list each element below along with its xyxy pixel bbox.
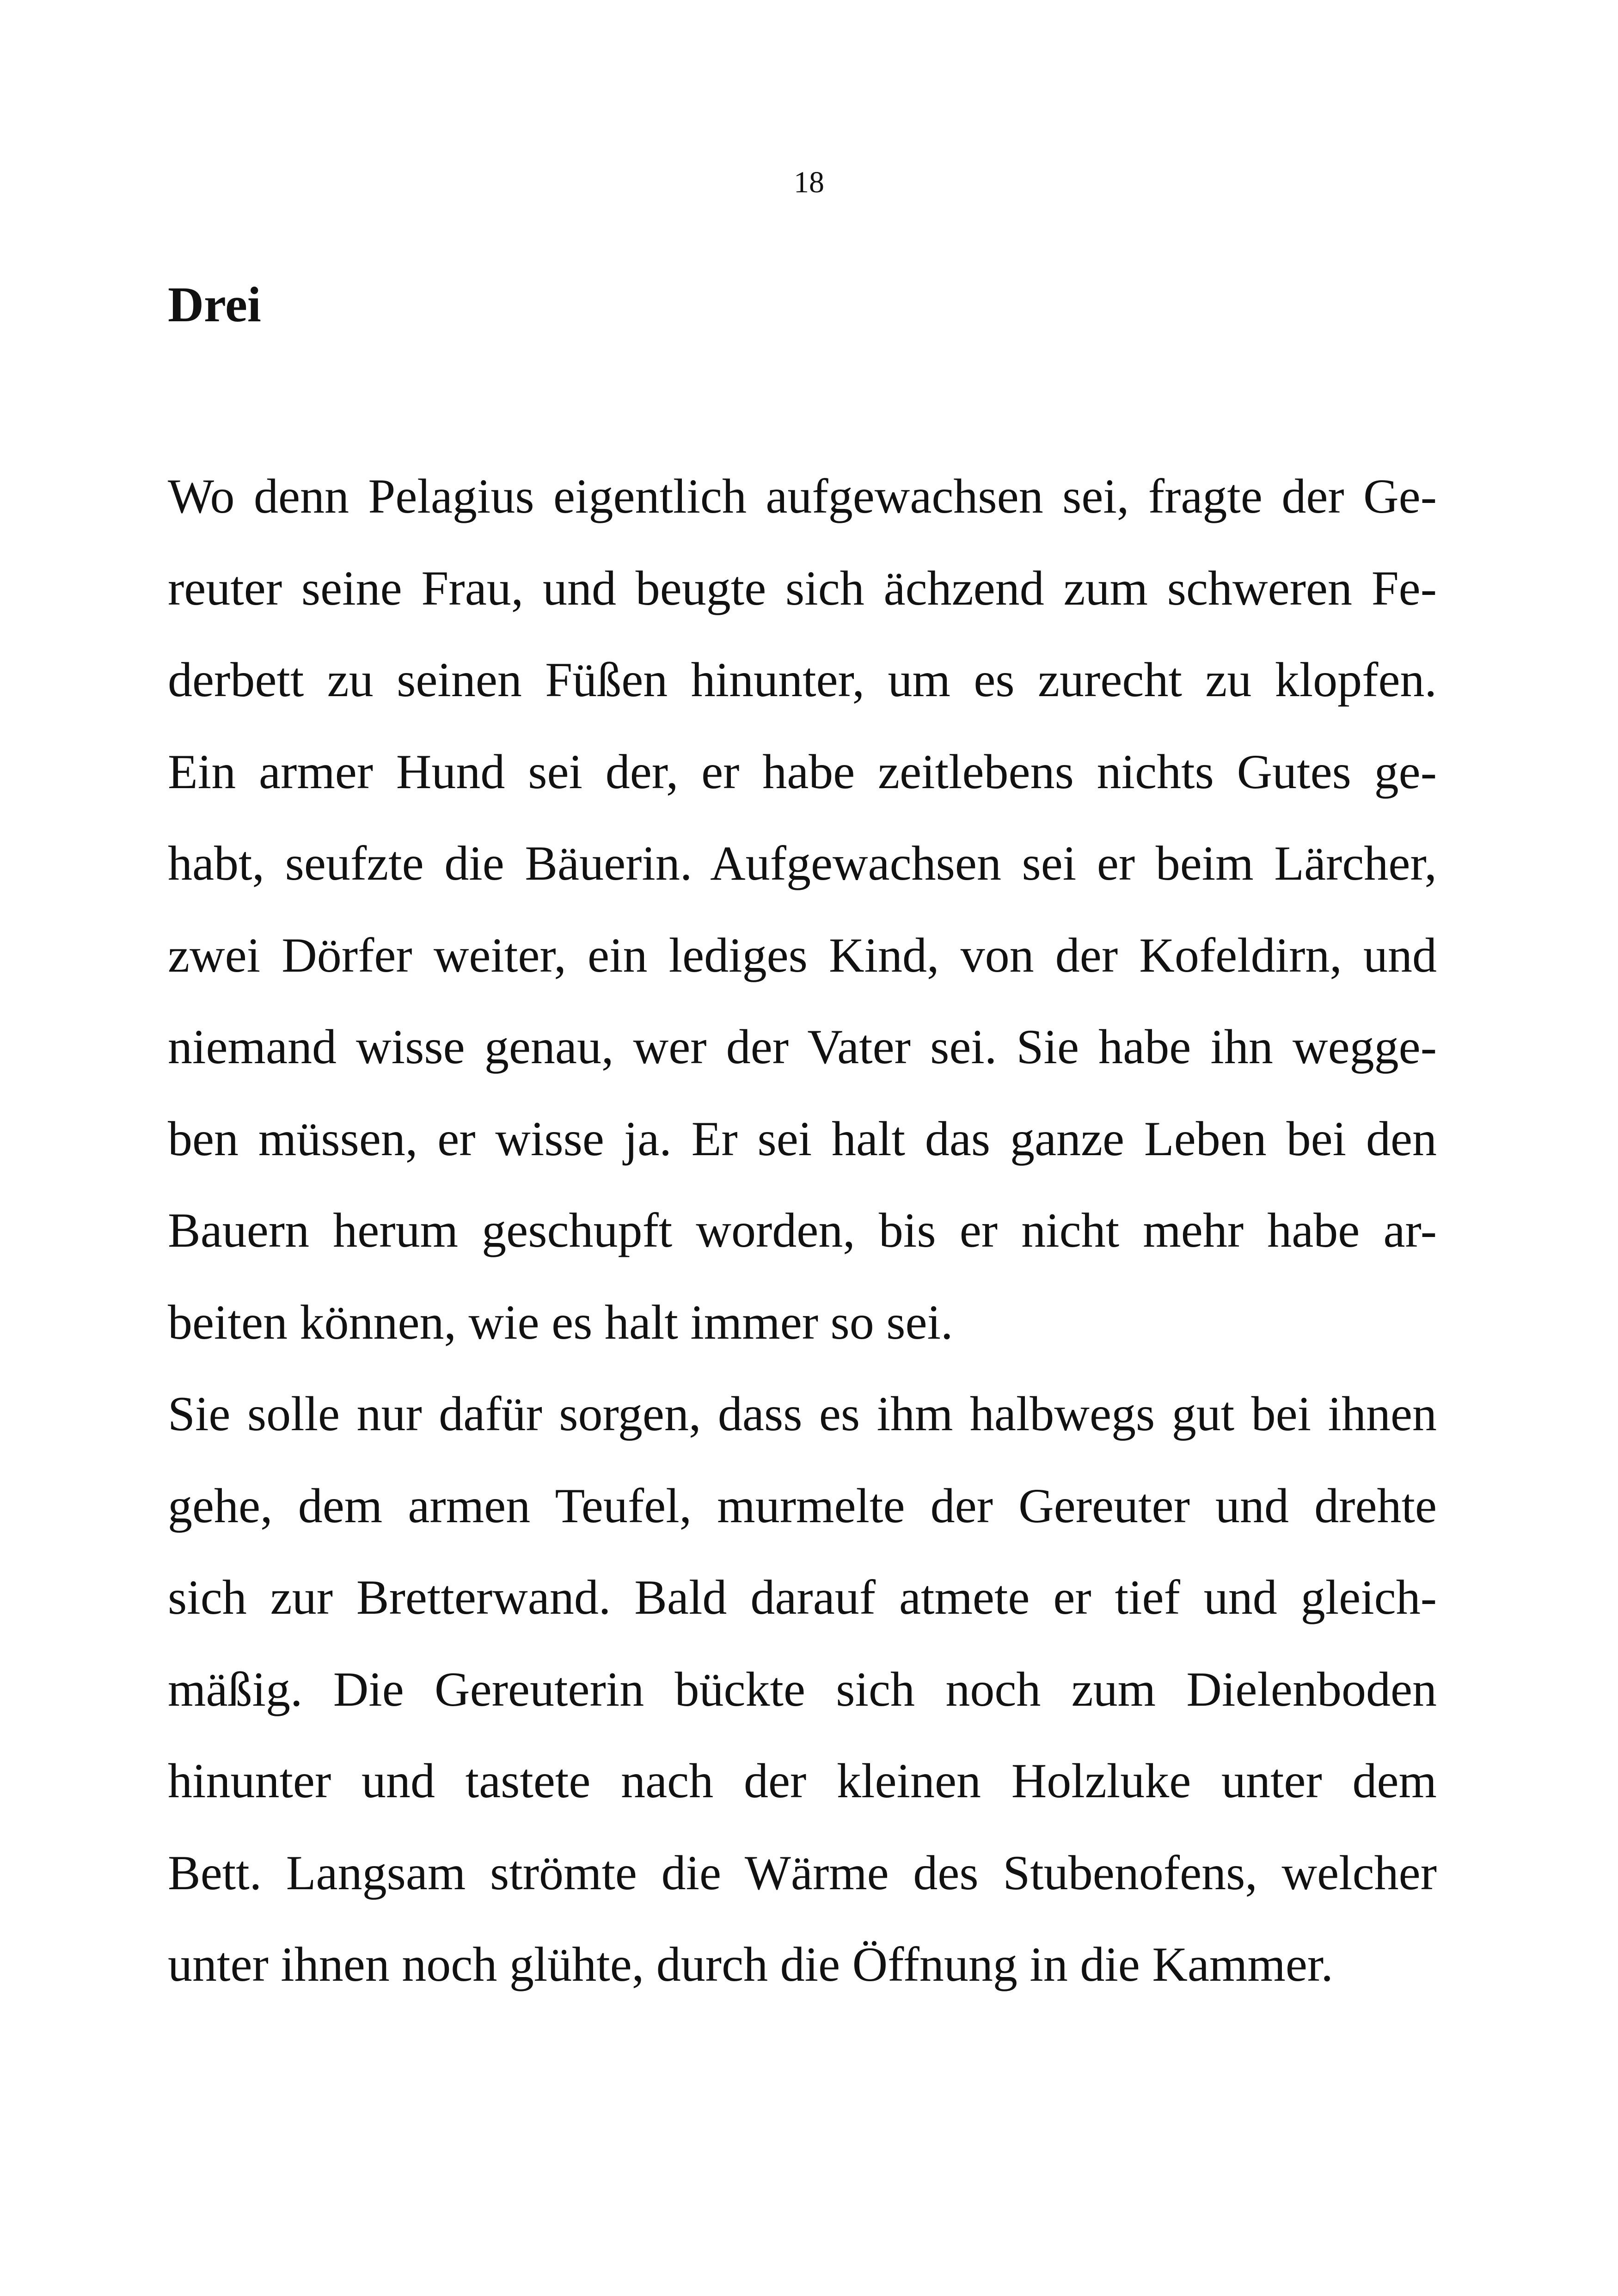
text-line: Bauern herum geschupft worden, bis er nicht mehr habe ar- [168, 1203, 1437, 1257]
text-line: Bett. Langsam strömte die Wärme des Stubenofens, welcher [168, 1845, 1437, 1900]
text-line: reuter seine Frau, und beugte sich ächzend zum schweren Fe- [168, 561, 1437, 615]
text-line: mäßig. Die Gereuterin bückte sich noch zum Dielenboden [168, 1662, 1437, 1716]
text-line: Wo denn Pelagius eigentlich aufgewachsen sei, fragte der Ge- [168, 469, 1437, 523]
chapter-title: Drei [168, 277, 261, 332]
text-line: Ein armer Hund sei der, er habe zeitlebens nichts Gutes ge- [168, 744, 1437, 799]
text-line: hinunter und tastete nach der kleinen Holzluke unter dem [168, 1754, 1437, 1808]
text-line: beiten können, wie es halt immer so sei. [168, 1295, 953, 1349]
text-line: gehe, dem armen Teufel, murmelte der Gereuter und drehte [168, 1478, 1437, 1533]
text-line: derbett zu seinen Füßen hinunter, um es zurecht zu klopfen. [168, 653, 1437, 707]
text-line: Sie solle nur dafür sorgen, dass es ihm halbwegs gut bei ihnen [168, 1387, 1437, 1441]
body-text [168, 451, 1437, 2011]
text-line: ben müssen, er wisse ja. Er sei halt das ganze Leben bei den [168, 1111, 1437, 1166]
text-line: habt, seufzte die Bäuerin. Aufgewachsen sei er beim Lärcher, [168, 836, 1437, 890]
page-number: 18 [794, 165, 824, 199]
text-line: sich zur Bretterwand. Bald darauf atmete er tief und gleich- [168, 1570, 1437, 1624]
text-line: unter ihnen noch glühte, durch die Öffnung in die Kammer. [168, 1937, 1333, 1991]
text-line: niemand wisse genau, wer der Vater sei. Sie habe ihn wegge- [168, 1020, 1437, 1074]
text-line: zwei Dörfer weiter, ein lediges Kind, von der Kofeldirn, und [168, 928, 1437, 982]
